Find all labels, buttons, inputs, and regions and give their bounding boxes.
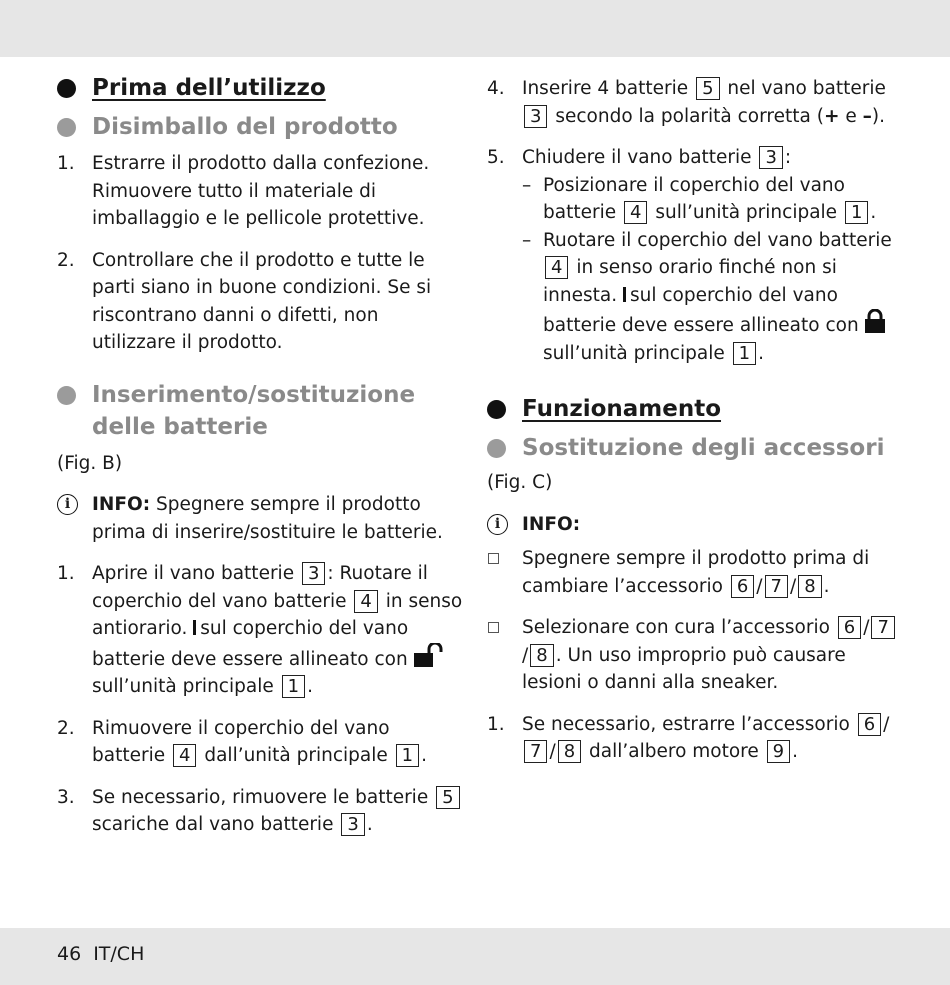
figure-reference: (Fig. B) (57, 452, 123, 474)
list-item: Spegnere sempre il prodotto prima di cambiare l’accessorio 6 / 7 / 8 . (487, 545, 897, 600)
list-item: 2. Rimuovere il coperchio del vano batterie 4 dall’unità principale 1 . (57, 717, 428, 766)
bullet-dot (487, 400, 506, 419)
bullet-dot (487, 439, 506, 458)
list-item: 4. Inserire 4 batterie 5 nel vano batterie 3 secondo la polarità corretta (+ e –). (487, 78, 886, 127)
info-icon: i (487, 514, 508, 535)
marker-bar-icon (623, 287, 626, 302)
info-note: i INFO: Spegnere sempre il prodotto prima di inserire/sostituire le batterie. (57, 491, 467, 546)
bullet-dot (57, 386, 76, 405)
list-item: 1. Se necessario, estrarre l’accessorio 6 /7 / 8 dall’albero motore 9 . (487, 713, 890, 762)
list-item: 1. Aprire il vano batterie 3 : Ruotare il coperchio del vano batterie 4 in senso antiorario. sul coperchio del vano batterie deve essere allineato con sull’unità principale 1 . (57, 563, 463, 697)
bullet-dot (57, 118, 76, 137)
heading-prima-dell-utilizzo: Prima dell’utilizzo (57, 72, 467, 104)
sub-list-item: – Posizionare il coperchio del vano batterie 4 sull’unità principale 1 . (522, 174, 877, 223)
unlock-icon (414, 643, 446, 667)
info-icon: i (57, 494, 78, 515)
marker-bar-icon (193, 620, 196, 635)
checkbox-bullet-icon (488, 553, 499, 564)
figure-reference: (Fig. C) (487, 472, 553, 493)
right-column (487, 72, 897, 766)
heading-disimballo: Disimballo del prodotto (57, 111, 467, 143)
info-note: i INFO: (487, 511, 897, 539)
locale-label: IT/CH (93, 943, 145, 965)
page-footer (57, 943, 144, 965)
heading-sostituzione-accessori: Sostituzione degli accessori (487, 432, 897, 464)
list-item: Selezionare con cura l’accessorio 6 / 7/ 8 . Un uso improprio può causare lesioni o danni alla sneaker. (487, 614, 897, 697)
left-column (57, 72, 467, 839)
list-item: 1. Estrarre il prodotto dalla confezione. Rimuovere tutto il materiale di imballaggio e le pellicole protettive. (57, 153, 430, 229)
lock-icon (865, 309, 885, 333)
heading-inserimento-batterie: Inserimento/sostituzione delle batterie (57, 379, 467, 443)
list-item: 2. Controllare che il prodotto e tutte le parti siano in buone condizioni. Se si riscontrano danni o difetti, non utilizzare il prodotto. (57, 249, 432, 353)
checkbox-bullet-icon (488, 622, 499, 633)
list-item: 5. Chiudere il vano batterie 3 : – Posizionare il coperchio del vano batterie 4 sull’unità principale 1 . – Ruotare il coperchio del vano batterie 4 in senso orario finché non si innesta. sul coperchio del vano batterie deve essere allineato con sull’unità principale 1 . (487, 144, 897, 367)
list-item: 3. Se necessario, rimuovere le batterie 5 scariche dal vano batterie 3 . (57, 784, 467, 839)
sub-list-item: – Ruotare il coperchio del vano batterie 4 in senso orario finché non si innesta. sul coperchio del vano batterie deve essere allineato con sull’unità principale 1 . (522, 229, 892, 364)
page-number: 46 (57, 943, 82, 965)
bullet-dot (57, 79, 76, 98)
top-band (0, 0, 950, 57)
heading-funzionamento: Funzionamento (487, 393, 897, 425)
